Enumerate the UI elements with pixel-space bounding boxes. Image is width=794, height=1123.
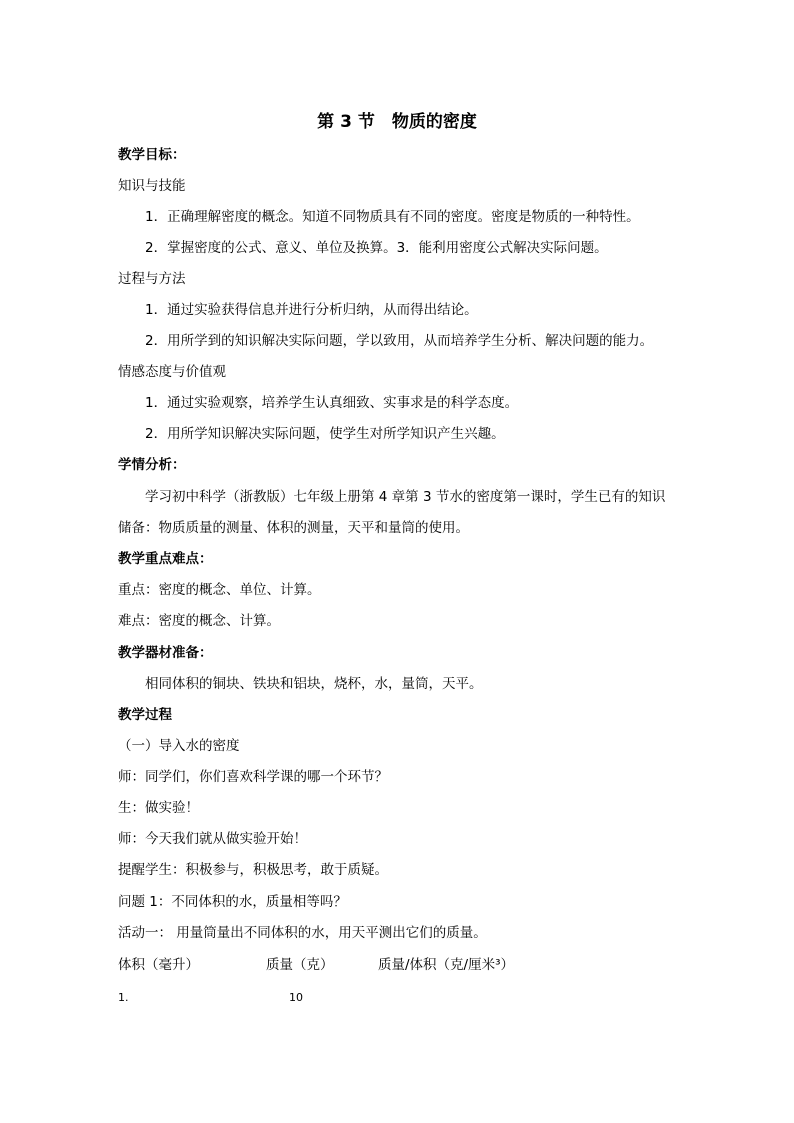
dialog-line: 问题 1：不同体积的水，质量相等吗？ — [118, 894, 347, 910]
objectives-heading: 教学目标： — [118, 147, 186, 163]
dialog-line: 师：同学们，你们喜欢科学课的哪一个环节？ — [118, 769, 388, 785]
knowledge-label: 知识与技能 — [118, 178, 186, 194]
process-label: 过程与方法 — [118, 271, 186, 287]
table-header-ratio: 质量/体积（克/厘米³） — [378, 957, 515, 973]
table-row-1-mass: 10 — [289, 991, 303, 1004]
equipment-heading: 教学器材准备： — [118, 645, 213, 661]
analysis-heading: 学情分析： — [118, 457, 186, 473]
emotion-item-1: 1．通过实验观察，培养学生认真细致、实事求是的科学态度。 — [145, 395, 519, 411]
table-header-mass: 质量（克） — [266, 957, 334, 973]
process-item-2: 2．用所学到的知识解决实际问题，学以致用，从而培养学生分析、解决问题的能力。 — [145, 333, 654, 349]
difficult-point: 难点：密度的概念、计算。 — [118, 613, 280, 629]
key-point: 重点：密度的概念、单位、计算。 — [118, 582, 321, 598]
process-section-heading: 教学过程 — [118, 707, 172, 723]
subsection-1-heading: （一）导入水的密度 — [118, 738, 240, 754]
analysis-line-2: 储备：物质质量的测量、体积的测量，天平和量筒的使用。 — [118, 520, 469, 536]
knowledge-item-1: 1．正确理解密度的概念。知道不同物质具有不同的密度。密度是物质的一种特性。 — [145, 209, 640, 225]
emotion-label: 情感态度与价值观 — [118, 364, 226, 380]
table-row-1-index: 1. — [118, 991, 129, 1004]
dialog-line: 生：做实验！ — [118, 800, 199, 816]
emotion-item-2: 2．用所学知识解决实际问题，使学生对所学知识产生兴趣。 — [145, 426, 505, 442]
knowledge-item-2: 2．掌握密度的公式、意义、单位及换算。3．能利用密度公式解决实际问题。 — [145, 240, 608, 256]
dialog-line: 师：今天我们就从做实验开始！ — [118, 831, 307, 847]
process-item-1: 1．通过实验获得信息并进行分析归纳，从而得出结论。 — [145, 302, 478, 318]
equipment-text: 相同体积的铜块、铁块和铝块，烧杯，水，量筒，天平。 — [145, 676, 483, 692]
page-title: 第 3 节 物质的密度 — [317, 112, 477, 132]
dialog-line: 活动一： 用量筒量出不同体积的水，用天平测出它们的质量。 — [118, 925, 487, 941]
table-header-volume: 体积（毫升） — [118, 957, 199, 973]
dialog-line: 提醒学生：积极参与，积极思考，敢于质疑。 — [118, 862, 388, 878]
keypoints-heading: 教学重点难点： — [118, 551, 213, 567]
analysis-line-1: 学习初中科学（浙教版）七年级上册第 4 章第 3 节水的密度第一课时，学生已有的知识 — [145, 489, 666, 505]
